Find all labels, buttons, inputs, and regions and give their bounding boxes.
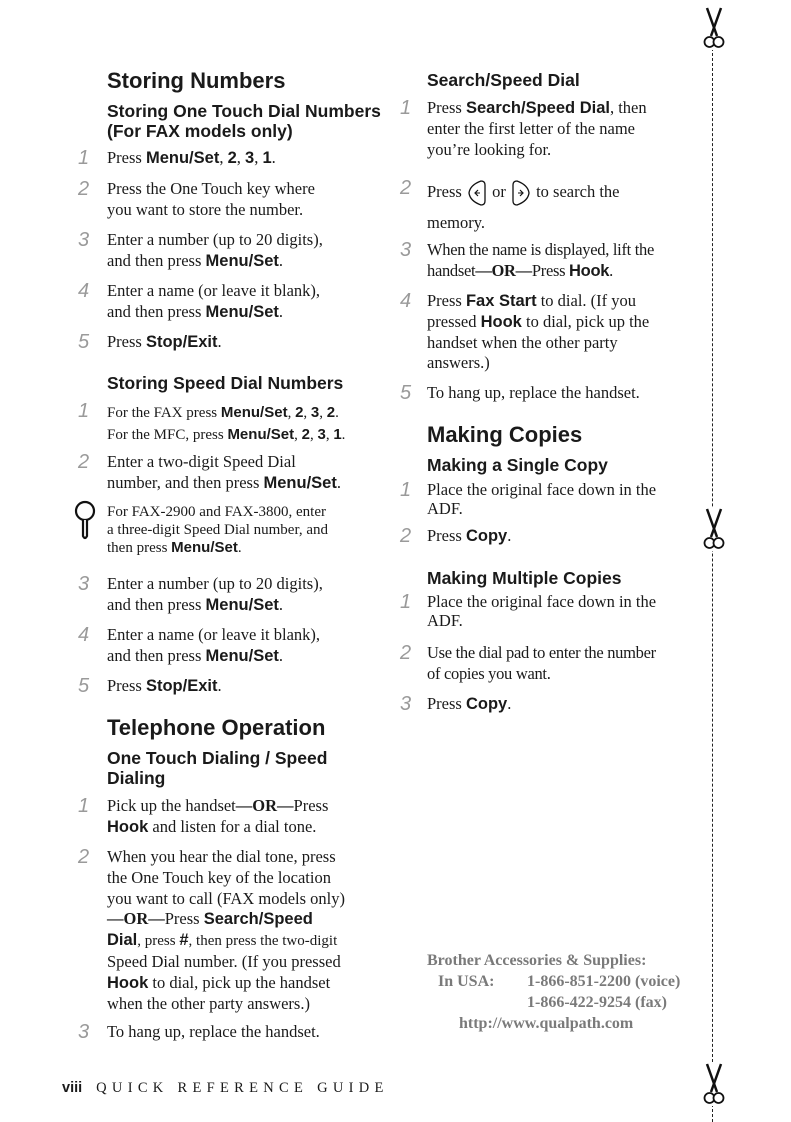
left-arrow-key-icon — [466, 179, 488, 207]
tip-pin-icon — [74, 500, 98, 542]
search-speed-dial-subheading: Search/Speed Dial — [427, 70, 580, 90]
storing-numbers-heading: Storing Numbers — [107, 68, 286, 93]
footer-title: QUICK REFERENCE GUIDE — [96, 1080, 389, 1096]
right-arrow-key-icon — [510, 179, 532, 207]
one-touch-dialing-subheading: One Touch Dialing / Speed Dialing — [107, 748, 328, 788]
scissors-icon — [700, 507, 728, 551]
cut-line — [712, 48, 714, 1122]
speed-dial-subheading: Storing Speed Dial Numbers — [107, 373, 344, 393]
scissors-icon — [700, 1062, 728, 1106]
supplies-url[interactable]: http://www.qualpath.com — [459, 1015, 634, 1032]
telephone-operation-heading: Telephone Operation — [107, 715, 326, 740]
single-copy-subheading: Making a Single Copy — [427, 455, 608, 475]
one-touch-subheading: Storing One Touch Dial Numbers (For FAX models only) — [107, 101, 381, 141]
page-number: viii — [62, 1080, 83, 1096]
supplies-contact: Brother Accessories & Supplies: In USA: 1-866-851-2200 (voice) 1-866-422-9254 (fax) http://www.qualpath.com — [427, 952, 681, 1032]
scissors-icon — [700, 6, 728, 50]
page-footer — [62, 1080, 389, 1097]
making-copies-heading: Making Copies — [427, 422, 583, 447]
multiple-copies-subheading: Making Multiple Copies — [427, 568, 622, 588]
